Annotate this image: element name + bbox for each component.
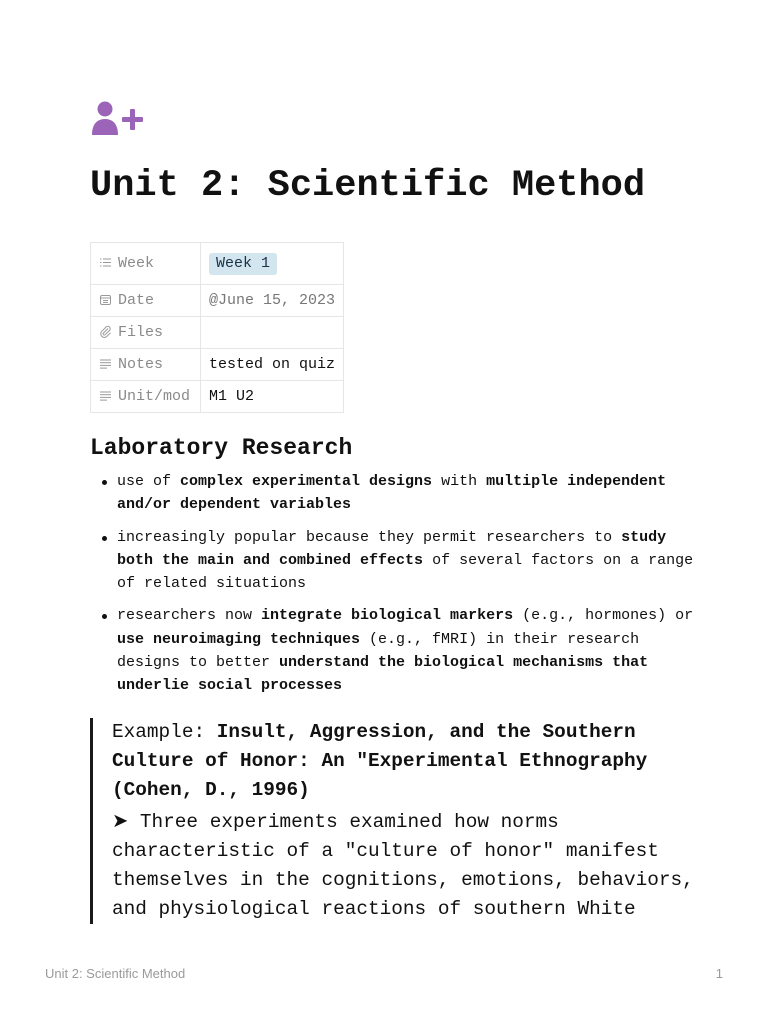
section-heading: Laboratory Research [90, 435, 353, 461]
quote-prefix: Example: [112, 721, 217, 743]
user-plus-icon [90, 100, 146, 140]
text-run: (e.g., fMRI) in their research designs to better [117, 630, 640, 672]
bold-text-run: multiple independent and/or dependent variables [117, 473, 667, 514]
property-key [91, 243, 201, 285]
bold-text-run: understand the biological mechanisms that underlie social processes [117, 654, 649, 695]
property-key [91, 317, 201, 349]
property-row-unit-mod [91, 381, 344, 413]
property-value[interactable]: @June 15, 2023 [201, 285, 344, 317]
property-key [91, 349, 201, 381]
bold-text-run: integrate biological markers [261, 607, 514, 625]
property-value[interactable]: tested on quiz [201, 349, 344, 381]
property-key [91, 285, 201, 317]
property-key-label: Files [118, 324, 164, 341]
property-row-notes [91, 349, 344, 381]
property-row-files [91, 317, 344, 349]
property-value[interactable]: M1 U2 [201, 381, 344, 413]
text-lines-icon [99, 389, 112, 402]
week-tag[interactable]: Week 1 [209, 253, 277, 275]
property-key-label: Week [118, 255, 155, 272]
bold-text-run: complex experimental designs [180, 473, 433, 490]
page-title: Unit 2: Scientific Method [90, 165, 646, 207]
text-run: with [432, 473, 487, 490]
calendar-icon [99, 293, 112, 306]
property-key-label: Notes [118, 356, 164, 373]
quote-body: Three experiments examined how norms characteristic of a "culture of honor" manifest themselves in the cognitions, emotions, behaviors, and physiological reactions of southern White [112, 810, 694, 921]
bullet-list [90, 470, 707, 707]
text-run: researchers now [117, 607, 262, 625]
property-key [91, 381, 201, 413]
paperclip-icon [99, 325, 112, 338]
bold-text-run: use neuroimaging techniques [117, 630, 361, 648]
quote-title: Insult, Aggression, and the Southern Culture of Honor: An "Experimental Ethnography (Cohen, D., 1996) [112, 721, 648, 802]
property-value[interactable] [201, 317, 344, 349]
property-key-label: Unit/mod [118, 388, 191, 405]
arrow-icon: ➤ [112, 808, 129, 832]
bold-text-run: study both the main and combined effects [117, 528, 667, 569]
text-run: (e.g., hormones) or [513, 607, 694, 625]
property-value[interactable] [201, 243, 344, 285]
page-number: 1 [715, 966, 723, 981]
example-quote [90, 718, 712, 924]
text-lines-icon [99, 357, 112, 370]
text-run: of several factors on a range of related situations [117, 551, 694, 593]
property-row-week [91, 243, 344, 285]
property-key-label: Date [118, 292, 155, 309]
property-row-date [91, 285, 344, 317]
list-item [117, 470, 707, 517]
list-icon [99, 256, 112, 269]
text-run: increasingly popular because they permit researchers to [117, 528, 622, 546]
list-item [117, 526, 707, 596]
list-item [117, 604, 707, 697]
properties-table [90, 242, 344, 413]
footer-title: Unit 2: Scientific Method [45, 966, 186, 981]
text-run: use of [117, 473, 181, 490]
